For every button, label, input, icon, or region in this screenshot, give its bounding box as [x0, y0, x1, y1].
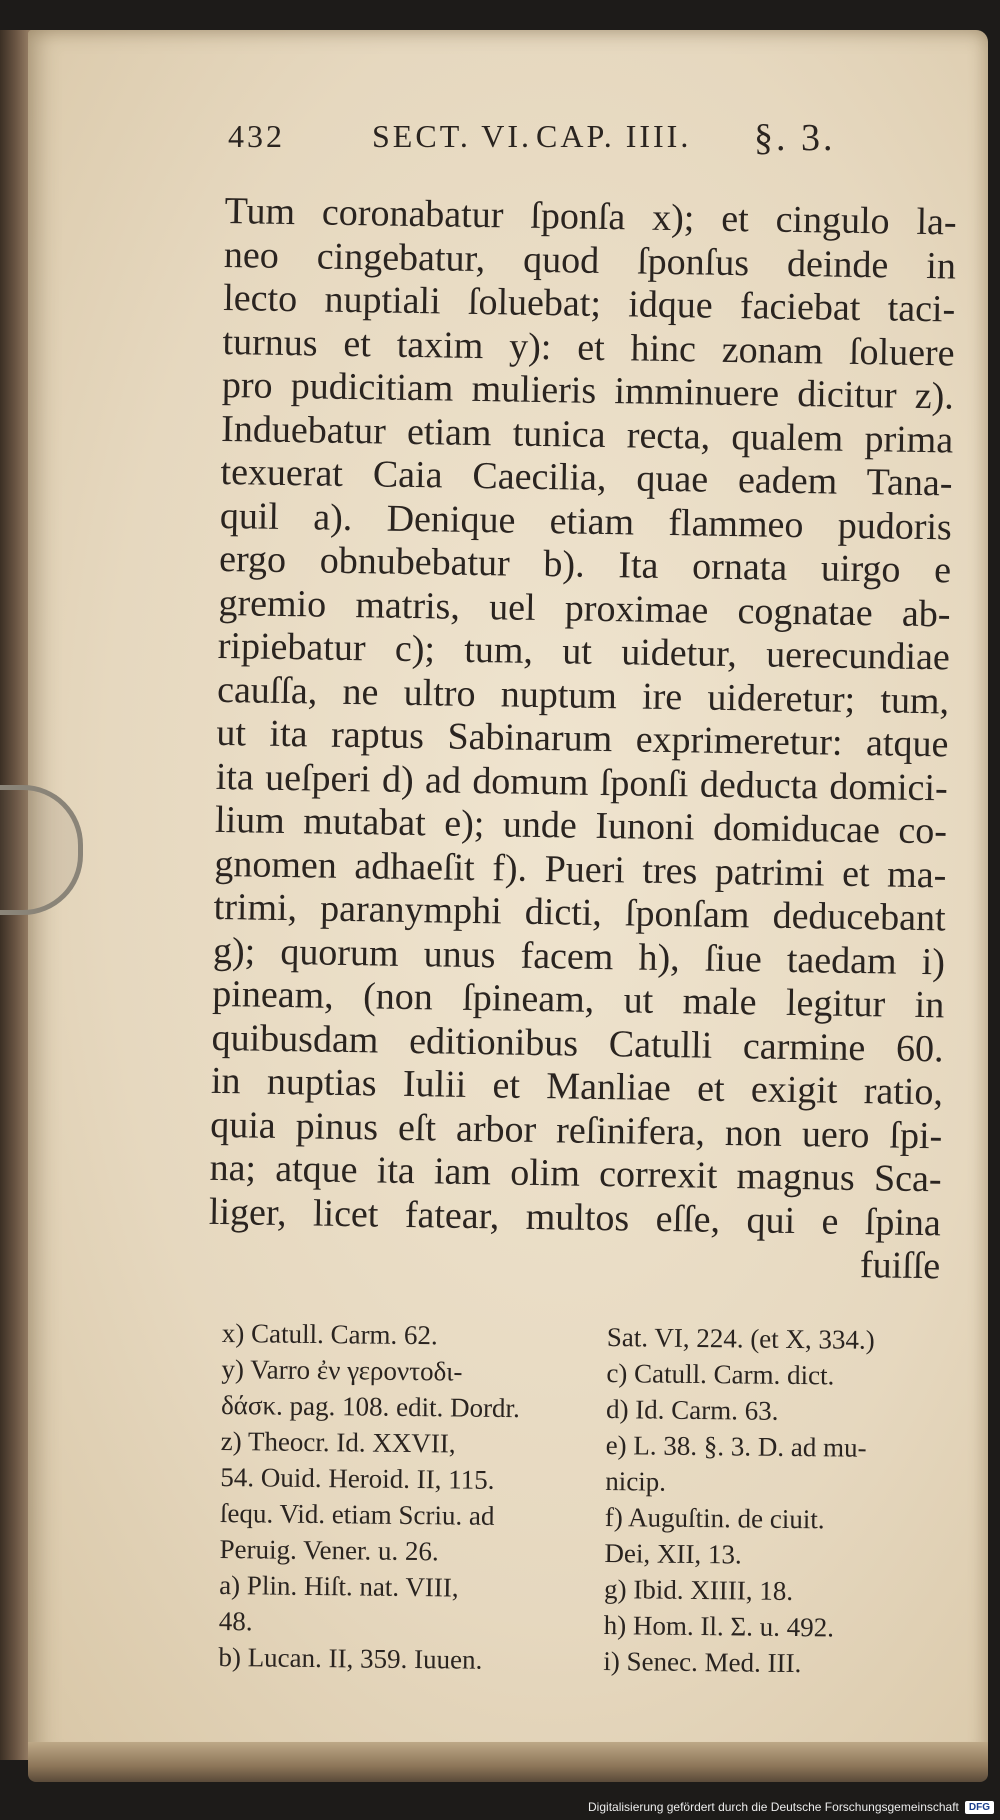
footnote: d) Id. Carm. 63. — [605, 1394, 779, 1426]
footnote: Dei, XII, 13. — [604, 1538, 742, 1570]
footnote: Peruig. Vener. u. 26. — [219, 1533, 439, 1567]
section-label: SECT. VI. — [372, 118, 533, 154]
footnote: e) L. 38. §. 3. D. ad mu- — [605, 1430, 867, 1463]
dfg-logo: DFG — [965, 1801, 994, 1814]
text-line: ut ita raptus Sabinarum exprimeretur: atque — [216, 711, 949, 766]
text-line: g); quorum unus facem h), ſiue taedam i) — [212, 929, 946, 983]
footnote: 48. — [218, 1605, 253, 1637]
text-line: liger, licet fatear, multos eſſe, qui e ſpina — [208, 1190, 942, 1244]
digitization-credit — [588, 1800, 994, 1814]
footnote: Sat. VI, 224. (et X, 334.) — [606, 1322, 875, 1355]
footnote: δάσκ. pag. 108. edit. Dordr. — [220, 1389, 520, 1424]
footnote: x) Catull. Carm. 62. — [221, 1317, 438, 1351]
footnote: y) Varro ἐν γεροντοδι- — [221, 1353, 463, 1387]
text-line: pro pudicitiam mulieris imminuere dicitur z). — [221, 363, 955, 418]
footnote: f) Auguſtin. de ciuit. — [604, 1502, 825, 1535]
text-line: gremio matris, uel proximae cognatae ab- — [218, 581, 951, 635]
chapter-label: CAP. IIII. — [536, 118, 692, 154]
text-line: quil a). Denique etiam flammeo pudoris — [219, 494, 953, 548]
text-line: ita ueſperi d) ad domum ſponſi deducta domici- — [215, 755, 949, 809]
page-stack-edge — [28, 1742, 988, 1782]
text-line: Tum coronabatur ſponſa x); et cingulo la- — [224, 190, 957, 244]
text-line: texuerat Caia Caecilia, quae eadem Tana- — [220, 450, 953, 505]
footnote: b) Lucan. II, 359. Iuuen. — [218, 1641, 483, 1675]
footnote: z) Theocr. Id. XXVII, — [220, 1425, 456, 1459]
main-text — [208, 190, 957, 1289]
footnote: ſequ. Vid. etiam Scriu. ad — [219, 1497, 495, 1531]
text-line: gnomen adhaeſit f). Pueri tres patrimi et ma- — [214, 842, 947, 896]
text-line: Induebatur etiam tunica recta, qualem prima — [220, 407, 954, 461]
text-line: ripiebatur c); tum, ut uidetur, uerecundiae — [217, 624, 951, 679]
text-line: neo cingebatur, quod ſponſus deinde in — [223, 233, 957, 287]
credit-text: Digitalisierung gefördert durch die Deutsche Forschungsgemeinschaft — [588, 1800, 959, 1814]
paragraph-label: §. 3. — [754, 117, 836, 159]
footnote: g) Ibid. XIIII, 18. — [603, 1574, 794, 1606]
text-line: in nuptias Iulii et Manliae et exigit ratio, — [210, 1059, 944, 1114]
footnote: nicip. — [605, 1466, 667, 1497]
footnote-column-right — [603, 1319, 962, 1683]
text-line: quibusdam editionibus Catulli carmine 60. — [211, 1016, 944, 1070]
text-line: cauſſa, ne ultro nuptum ire uideretur; tum, — [216, 668, 950, 722]
footnote-column-left — [218, 1315, 577, 1679]
text-line: trimi, paranymphi dicti, ſponſam deducebant — [213, 885, 946, 940]
page-number: 432 — [228, 118, 285, 154]
footnote: i) Senec. Med. III. — [603, 1646, 802, 1679]
text-line: na; atque ita iam olim correxit magnus Sca- — [209, 1146, 942, 1201]
text-line: quia pinus eſt arbor reſinifera, non uero ſpi- — [209, 1103, 943, 1157]
footnote: 54. Ouid. Heroid. II, 115. — [220, 1461, 495, 1495]
catchword: fuiſſe — [859, 1244, 941, 1288]
text-line: lecto nuptiali ſoluebat; idque faciebat taci- — [222, 276, 956, 331]
text-line: lium mutabat e); unde Iunoni domiducae co- — [214, 798, 948, 853]
footnote: c) Catull. Carm. dict. — [606, 1358, 835, 1391]
footnote: a) Plin. Hiſt. nat. VIII, — [219, 1569, 459, 1603]
text-line: pineam, (non ſpineam, ut male legitur in — [212, 972, 945, 1027]
text-line: turnus et taxim y): et hinc zonam ſoluere — [222, 320, 955, 374]
footnote: h) Hom. Il. Σ. u. 492. — [603, 1610, 835, 1643]
text-line: ergo obnubebatur b). Ita ornata uirgo e — [218, 537, 952, 592]
